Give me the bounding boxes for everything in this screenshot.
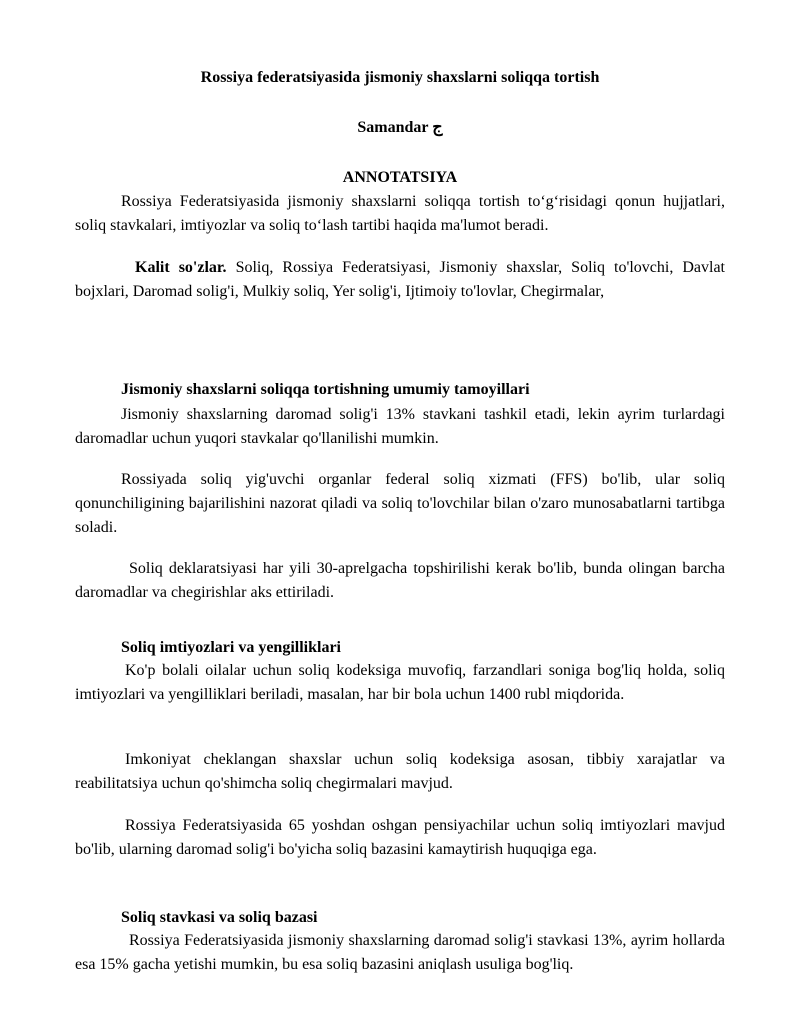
paragraph-tax-declaration: Soliq deklaratsiyasi har yili 30-aprelgacha topshirilishi kerak bo'lib, bunda olingan barcha daromadlar va chegirishlar aks ettiriladi. (75, 560, 725, 601)
section-heading-rate-base: Soliq stavkasi va soliq bazasi (121, 909, 318, 926)
paragraph-large-families: Ko'p bolali oilalar uchun soliq kodeksiga muvofiq, farzandlari soniga bog'liq holda, soliq imtiyozlari va yengilliklari beriladi, masalan, har bir bola uchun 1400 rubl miqdorida. (75, 662, 725, 703)
keywords-text: Soliq, Rossiya Federatsiyasi, Jismoniy shaxslar, Soliq to'lovchi, Davlat bojxlari, Daromad solig'i, Mulkiy soliq, Yer solig'i, Ijtimoiy to'lovlar, Chegirmalar, (75, 259, 726, 300)
section-heading-benefits: Soliq imtiyozlari va yengilliklari (121, 639, 341, 656)
paragraph-tax-authorities: Rossiyada soliq yig'uvchi organlar federal soliq xizmati (FFS) bo'lib, ular soliq qonunchiligining bajarilishini nazorat qiladi va soliq to'lovchilar bilan o'zaro munosabatlarni tartibga soladi. (75, 471, 725, 536)
document-title: Rossiya federatsiyasida jismoniy shaxslarni soliqqa tortish (200, 69, 600, 86)
paragraph-pensioners: Rossiya Federatsiyasida 65 yoshdan oshgan pensiyachilar uchun soliq imtiyozlari mavjud bo'lib, ularning daromad solig'i bo'yicha soliq bazasini kamaytirish huquqiga ega. (75, 817, 725, 858)
annotation-paragraph: Rossiya Federatsiyasida jismoniy shaxslarni soliqqa tortish to‘g‘risidagi qonun hujjatlari, soliq stavkalari, imtiyozlar va soliq to‘lash tartibi haqida ma'lumot beradi. (75, 193, 725, 234)
paragraph-rate-and-base: Rossiya Federatsiyasida jismoniy shaxslarning daromad solig'i stavkasi 13%, ayrim hollarda esa 15% gacha yetishi mumkin, bu esa soliq bazasini aniqlash usuliga bog'liq. (75, 932, 725, 973)
section-heading-principles: Jismoniy shaxslarni soliqqa tortishning umumiy tamoyillari (121, 381, 530, 398)
keywords-label: Kalit so'zlar. (135, 259, 227, 276)
annotation-heading: ANNOTATSIYA (342, 169, 458, 186)
paragraph-income-tax-rate: Jismoniy shaxslarning daromad solig'i 13% stavkani tashkil etadi, lekin ayrim turlardagi daromadlar uchun yuqori stavkalar qo'llanilishi mumkin. (75, 406, 725, 447)
author-name: Samandar ج (357, 119, 443, 136)
keywords-paragraph (75, 256, 725, 304)
paragraph-disabled-persons: Imkoniyat cheklangan shaxslar uchun soliq kodeksiga asosan, tibbiy xarajatlar va reabilitatsiya uchun qo'shimcha soliq chegirmalari mavjud. (75, 751, 725, 792)
